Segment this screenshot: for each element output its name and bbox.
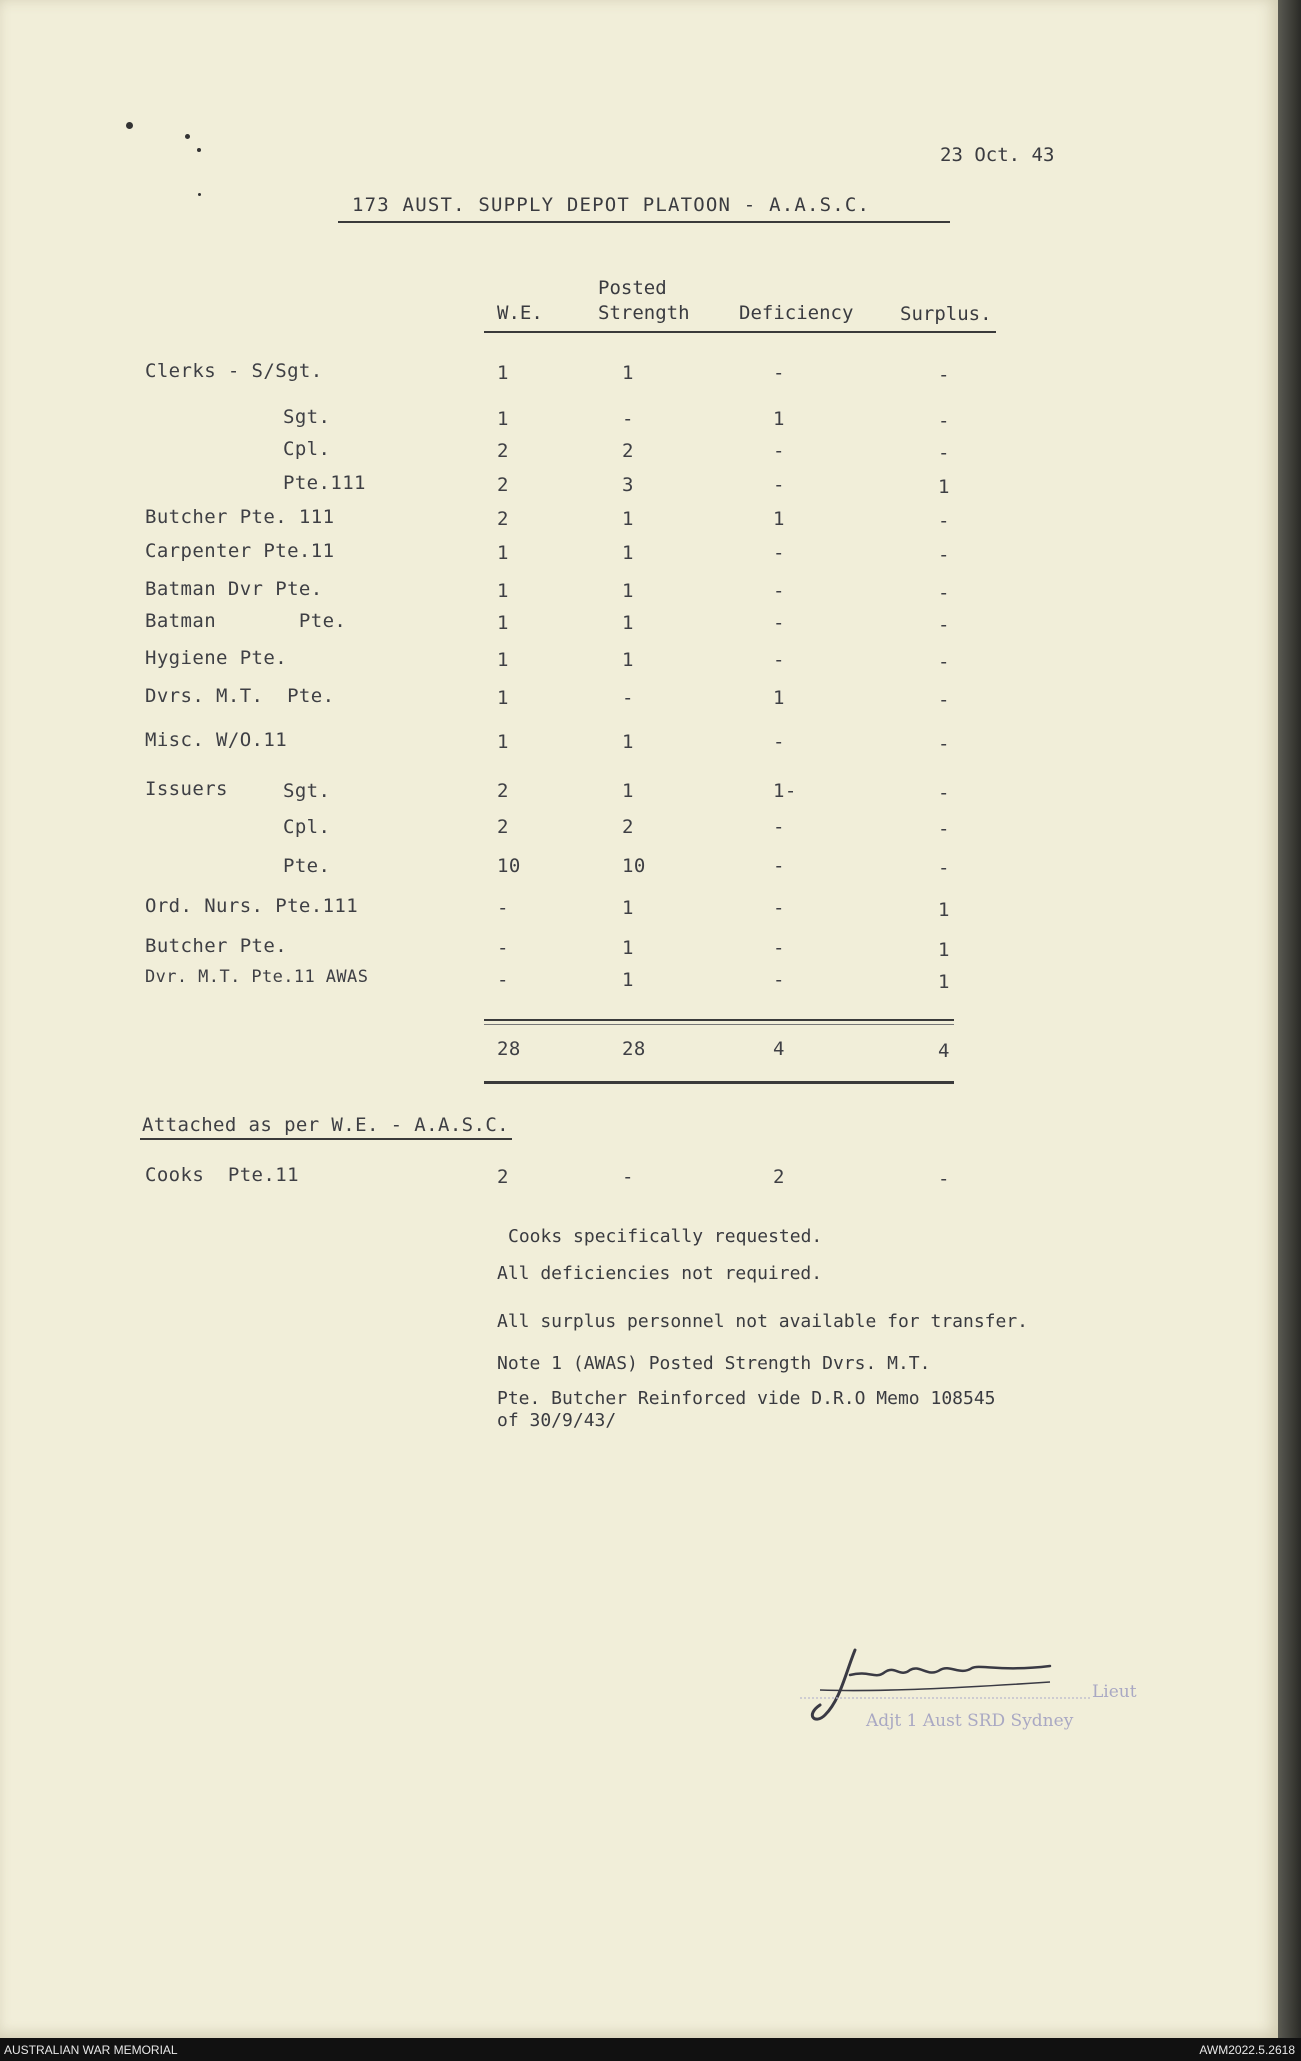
we-value: 1	[497, 542, 509, 564]
surplus-value: -	[938, 857, 950, 879]
footer-bar	[0, 2038, 1301, 2061]
surplus-value: 1	[938, 899, 950, 921]
ink-speck	[197, 148, 201, 152]
row-label: Hygiene Pte.	[145, 647, 288, 669]
attached-deficiency: 2	[773, 1166, 785, 1188]
we-value: 1	[497, 731, 509, 753]
posted-value: 1	[622, 580, 634, 602]
posted-value: -	[622, 687, 634, 709]
posted-value: 1	[622, 969, 634, 991]
deficiency-value: 1	[773, 408, 785, 430]
deficiency-value: 1	[773, 687, 785, 709]
ink-speck	[126, 122, 133, 129]
posted-value: 1	[622, 362, 634, 384]
surplus-value: 1	[938, 971, 950, 993]
deficiency-value: -	[773, 969, 785, 991]
we-value: 1	[497, 687, 509, 709]
note-line: Cooks specifically requested.	[508, 1226, 823, 1247]
note-line: Note 1 (AWAS) Posted Strength Dvrs. M.T.	[497, 1353, 931, 1374]
deficiency-value: -	[773, 897, 785, 919]
attached-posted: -	[622, 1166, 634, 1188]
col-header-posted-bottom: Strength	[598, 302, 690, 324]
note-line: All deficiencies not required.	[497, 1263, 823, 1284]
we-value: 1	[497, 580, 509, 602]
deficiency-value: -	[773, 731, 785, 753]
surplus-value: -	[938, 410, 950, 432]
posted-value: 3	[622, 474, 634, 496]
header-underline	[484, 331, 996, 333]
surplus-value: -	[938, 733, 950, 755]
row-label: Butcher Pte. 111	[145, 506, 335, 528]
stamp-adjt: Adjt 1 Aust SRD Sydney	[866, 1711, 1074, 1731]
posted-value: 2	[622, 440, 634, 462]
surplus-value: -	[938, 510, 950, 532]
col-header-we: W.E.	[497, 302, 543, 324]
totals-top-rule	[484, 1019, 954, 1021]
deficiency-value: 1-	[773, 780, 797, 802]
we-value: 10	[497, 855, 521, 877]
document-date: 23 Oct. 43	[940, 144, 1055, 166]
totals-top-rule-2	[484, 1024, 954, 1025]
surplus-value: -	[938, 582, 950, 604]
deficiency-value: -	[773, 937, 785, 959]
attached-we: 2	[497, 1166, 509, 1188]
we-value: -	[497, 937, 509, 959]
surplus-value: -	[938, 364, 950, 386]
posted-value: -	[622, 408, 634, 430]
deficiency-total: 4	[773, 1038, 785, 1060]
row-label: Batman Dvr Pte.	[145, 578, 323, 600]
deficiency-value: 1	[773, 508, 785, 530]
surplus-value: -	[938, 818, 950, 840]
title-underline	[338, 221, 950, 223]
col-header-surplus: Surplus.	[900, 303, 992, 325]
row-rank: Sgt.	[283, 780, 331, 802]
deficiency-value: -	[773, 580, 785, 602]
row-rank: Pte.111	[283, 472, 366, 494]
posted-value: 1	[622, 542, 634, 564]
note-line: Pte. Butcher Reinforced vide D.R.O Memo 108545	[497, 1388, 996, 1409]
posted-value: 1	[622, 731, 634, 753]
note-line: All surplus personnel not available for transfer.	[497, 1311, 1029, 1332]
col-header-deficiency: Deficiency	[739, 302, 854, 324]
row-rank: Cpl.	[283, 816, 331, 838]
stamp-lieut: Lieut	[1092, 1682, 1137, 1702]
attached-surplus: -	[938, 1168, 950, 1190]
surplus-value: -	[938, 442, 950, 464]
posted-value: 1	[622, 937, 634, 959]
we-total: 28	[497, 1038, 521, 1060]
row-label: Butcher Pte.	[145, 935, 288, 957]
page-edge	[1278, 0, 1301, 2038]
deficiency-value: -	[773, 362, 785, 384]
surplus-value: -	[938, 614, 950, 636]
surplus-value: -	[938, 544, 950, 566]
we-value: 2	[497, 474, 509, 496]
posted-value: 1	[622, 780, 634, 802]
row-label: Batman Pte.	[145, 610, 347, 632]
posted-value: 1	[622, 612, 634, 634]
deficiency-value: -	[773, 816, 785, 838]
row-label: Dvrs. M.T. Pte.	[145, 685, 335, 707]
row-label: Carpenter Pte.11	[145, 540, 335, 562]
surplus-value: 1	[938, 939, 950, 961]
surplus-value: -	[938, 689, 950, 711]
attached-heading: Attached as per W.E. - A.A.S.C.	[142, 1114, 510, 1136]
attached-label: Cooks Pte.11	[145, 1164, 299, 1186]
we-value: -	[497, 897, 509, 919]
we-value: 2	[497, 780, 509, 802]
posted-value: 2	[622, 816, 634, 838]
deficiency-value: -	[773, 612, 785, 634]
surplus-value: 1	[938, 476, 950, 498]
row-rank: Cpl.	[283, 438, 331, 460]
footer-archive-name: AUSTRALIAN WAR MEMORIAL	[4, 2043, 178, 2057]
we-value: -	[497, 969, 509, 991]
ink-speck	[198, 193, 201, 196]
posted-value: 1	[622, 897, 634, 919]
ink-speck	[185, 134, 190, 139]
we-value: 2	[497, 508, 509, 530]
deficiency-value: -	[773, 440, 785, 462]
posted-value: 1	[622, 649, 634, 671]
document-title: 173 AUST. SUPPLY DEPOT PLATOON - A.A.S.C.	[352, 194, 871, 216]
note-line: of 30/9/43/	[497, 1410, 617, 1431]
we-value: 2	[497, 816, 509, 838]
row-rank: Sgt.	[283, 406, 331, 428]
row-label: Clerks - S/Sgt.	[145, 360, 323, 382]
we-value: 1	[497, 408, 509, 430]
posted-total: 28	[622, 1038, 646, 1060]
we-value: 2	[497, 440, 509, 462]
deficiency-value: -	[773, 855, 785, 877]
deficiency-value: -	[773, 542, 785, 564]
surplus-total: 4	[938, 1040, 950, 1062]
col-header-posted-top: Posted	[598, 277, 667, 299]
row-rank: Pte.	[283, 855, 331, 877]
surplus-value: -	[938, 782, 950, 804]
posted-value: 1	[622, 508, 634, 530]
row-label: Ord. Nurs. Pte.111	[145, 895, 359, 917]
row-label: Misc. W/O.11	[145, 729, 288, 751]
surplus-value: -	[938, 651, 950, 673]
row-label: Dvr. M.T. Pte.11 AWAS	[145, 967, 369, 987]
we-value: 1	[497, 649, 509, 671]
footer-reference: AWM2022.5.2618	[1199, 2043, 1295, 2057]
row-label: Issuers	[145, 778, 228, 800]
totals-bottom-rule	[484, 1081, 954, 1084]
attached-heading-underline	[140, 1138, 512, 1140]
we-value: 1	[497, 612, 509, 634]
posted-value: 10	[622, 855, 646, 877]
we-value: 1	[497, 362, 509, 384]
deficiency-value: -	[773, 649, 785, 671]
deficiency-value: -	[773, 474, 785, 496]
